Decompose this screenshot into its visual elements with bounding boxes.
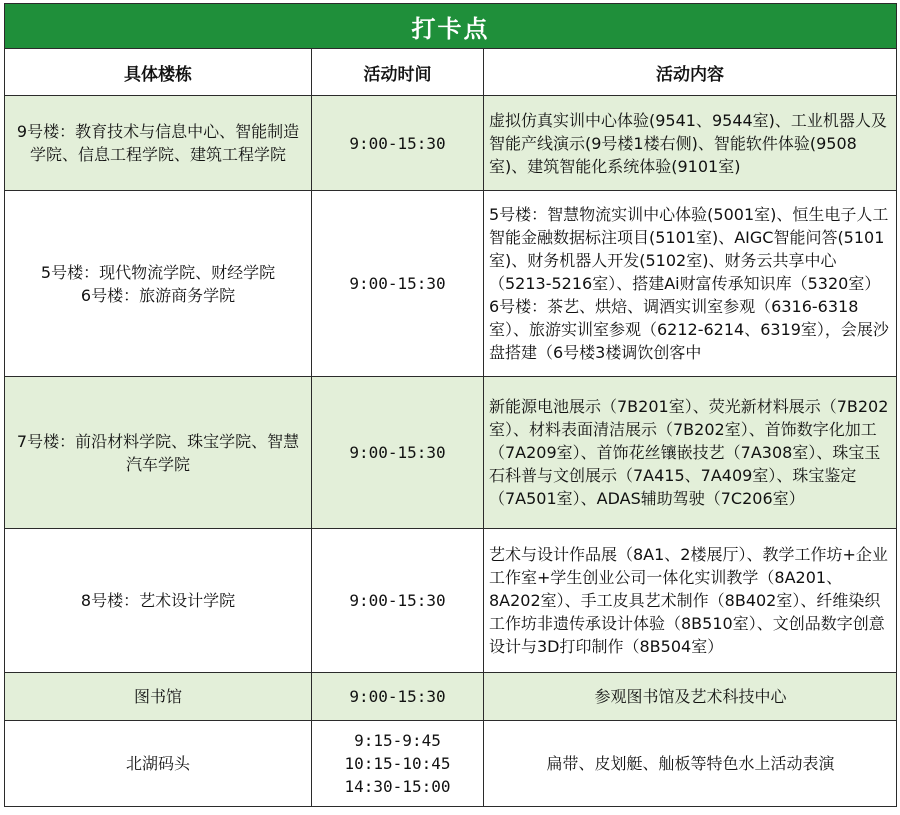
time-line: 14:30-15:00 <box>344 777 451 796</box>
table-row <box>5 529 897 673</box>
table-row <box>5 673 897 721</box>
table-row <box>5 721 897 807</box>
table-row <box>5 96 897 191</box>
time-line: 10:15-10:45 <box>344 754 451 773</box>
building-line: 6号楼：旅游商务学院 <box>80 285 236 305</box>
building-line: 5号楼：现代物流学院、财经学院 <box>40 262 276 282</box>
activity-cell: 参观图书馆及艺术科技中心 <box>484 673 897 721</box>
table-title: 打卡点 <box>5 4 897 49</box>
header-building: 具体楼栋 <box>5 49 312 96</box>
activity-cell: 新能源电池展示（7B201室）、荧光新材料展示（7B202室）、材料表面清洁展示（7B202室）、首饰数字化加工（7A209室）、首饰花丝镶嵌技艺（7A308室）、珠宝玉石科普与文创展示（7A415、7A409室）、珠宝鉴定（7A501室）、ADAS辅助驾驶（7C206室） <box>484 377 897 529</box>
building-cell: 北湖码头 <box>5 721 312 807</box>
building-cell <box>5 191 312 377</box>
activity-cell: 艺术与设计作品展（8A1、2楼展厅）、教学工作坊+企业工作室+学生创业公司一体化实训教学（8A201、8A202室）、手工皮具艺术制作（8B402室）、纤维染织工作坊非遗传承设计体验（8B510室）、文创品数字创意设计与3D打印制作（8B504室） <box>484 529 897 673</box>
header-time: 活动时间 <box>312 49 484 96</box>
header-activity: 活动内容 <box>484 49 897 96</box>
time-cell: 9:00-15:30 <box>312 96 484 191</box>
activity-cell: 5号楼：智慧物流实训中心体验(5001室)、恒生电子人工智能金融数据标注项目(5101室)、AIGC智能问答(5101室)、财务机器人开发(5102室)、财务云共享中心（5213-5216室）、搭建Ai财富传承知识库（5320室） 6号楼：茶艺、烘焙、调酒实训室参观（6316-6318室）、旅游实训室参观（6212-6214、6319室），会展沙盘搭建（6号楼3楼调饮创客中 <box>484 191 897 377</box>
time-line: 9:15-9:45 <box>354 731 441 750</box>
building-cell: 9号楼：教育技术与信息中心、智能制造学院、信息工程学院、建筑工程学院 <box>5 96 312 191</box>
table-row <box>5 191 897 377</box>
table-row <box>5 377 897 529</box>
building-cell: 8号楼：艺术设计学院 <box>5 529 312 673</box>
time-cell: 9:00-15:30 <box>312 191 484 377</box>
building-cell: 图书馆 <box>5 673 312 721</box>
time-cell: 9:00-15:30 <box>312 673 484 721</box>
time-cell: 9:00-15:30 <box>312 529 484 673</box>
schedule-sheet <box>4 3 896 807</box>
header-row <box>5 49 897 96</box>
checkin-table <box>4 3 897 807</box>
time-cell <box>312 721 484 807</box>
activity-cell: 扁带、皮划艇、舢板等特色水上活动表演 <box>484 721 897 807</box>
building-cell: 7号楼：前沿材料学院、珠宝学院、智慧汽车学院 <box>5 377 312 529</box>
activity-cell: 虚拟仿真实训中心体验(9541、9544室)、工业机器人及智能产线演示(9号楼1楼右侧)、智能软件体验(9508室)、建筑智能化系统体验(9101室) <box>484 96 897 191</box>
time-cell: 9:00-15:30 <box>312 377 484 529</box>
